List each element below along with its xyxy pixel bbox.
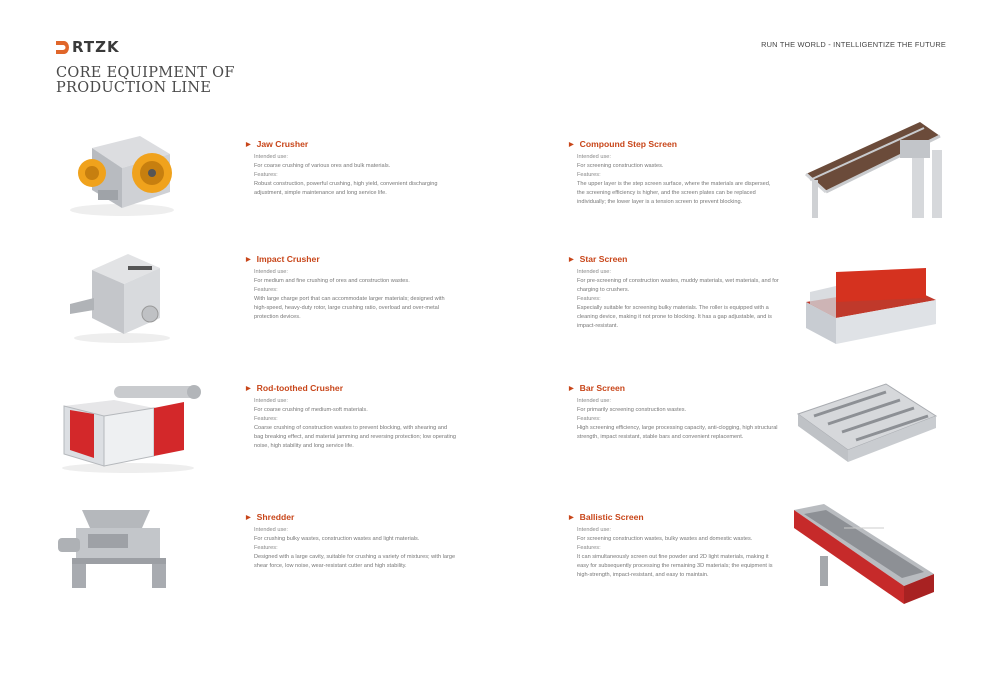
intended-use-text: For medium and fine crushing of ores and construction wastes. (254, 278, 410, 284)
item-ballistic-screen (569, 512, 779, 580)
features-label: Features: (254, 172, 278, 178)
features-text: Especially suitable for screening bulky materials. The roller is equipped with a cleaning device, making it not prone to blocking. It has a gap adjustable, and is impact-resistant. (577, 305, 772, 329)
triangle-bullet-icon: ▶ (246, 514, 251, 521)
triangle-bullet-icon: ▶ (246, 256, 251, 263)
item-star-screen (569, 254, 779, 331)
item-shredder (246, 512, 456, 571)
item-compound-step-screen (569, 139, 779, 207)
item-title: ▶ Ballistic Screen (569, 512, 644, 522)
triangle-bullet-icon: ▶ (569, 514, 574, 521)
features-label: Features: (254, 545, 278, 551)
intended-use-label: Intended use: (577, 154, 611, 160)
intended-use-text: For pre-screening of construction wastes, muddy materials, wet materials, and for charging to crushers. (577, 278, 779, 293)
intended-use-label: Intended use: (254, 269, 288, 275)
features-text: Coarse crushing of construction wastes to prevent blocking, with shearing and bag breaking effect, and material jamming and reversing protection; low operating noise, high stability and long service life. (254, 425, 457, 449)
brand-logo (56, 38, 120, 56)
item-title: ▶ Impact Crusher (246, 254, 320, 264)
features-label: Features: (577, 172, 601, 178)
jaw-crusher-image (62, 118, 180, 222)
triangle-bullet-icon: ▶ (569, 256, 574, 263)
rod-toothed-crusher-image (54, 378, 204, 478)
item-title: ▶ Compound Step Screen (569, 139, 678, 149)
intended-use-label: Intended use: (254, 527, 288, 533)
intended-use-text: For crushing bulky wastes, construction wastes and light materials. (254, 536, 420, 542)
shredder-image (54, 504, 184, 594)
item-title: ▶ Bar Screen (569, 383, 626, 393)
tagline: RUN THE WORLD - INTELLIGENTIZE THE FUTURE (761, 40, 946, 49)
page-title-line-2: PRODUCTION LINE (56, 80, 212, 96)
intended-use-label: Intended use: (254, 398, 288, 404)
intended-use-label: Intended use: (577, 527, 611, 533)
item-title: ▶ Rod-toothed Crusher (246, 383, 344, 393)
features-text: Robust construction, powerful crushing, high yield, convenient discharging adjustment, simple maintenance and long service life. (254, 181, 438, 196)
features-label: Features: (577, 545, 601, 551)
features-label: Features: (577, 296, 601, 302)
compound-step-screen-image (800, 114, 950, 224)
item-title: ▶ Jaw Crusher (246, 139, 309, 149)
intended-use-label: Intended use: (577, 398, 611, 404)
intended-use-text: For screening construction wastes. (577, 163, 664, 169)
intended-use-text: For screening construction wastes, bulky wastes and domestic wastes. (577, 536, 753, 542)
intended-use-text: For primarily screening construction wastes. (577, 407, 687, 413)
item-title: ▶ Star Screen (569, 254, 628, 264)
page-title-line-1: CORE EQUIPMENT OF (56, 65, 235, 81)
ballistic-screen-image (784, 498, 944, 614)
intended-use-text: For coarse crushing of medium-soft materials. (254, 407, 368, 413)
features-label: Features: (577, 416, 601, 422)
intended-use-label: Intended use: (254, 154, 288, 160)
impact-crusher-image (64, 248, 176, 348)
features-text: With large charge port that can accommodate larger materials; designed with high-speed, heavy-duty rotor, large crushing ratio, overload and over-metal protection devices. (254, 296, 445, 320)
item-jaw-crusher (246, 139, 456, 198)
triangle-bullet-icon: ▶ (246, 141, 251, 148)
triangle-bullet-icon: ▶ (246, 385, 251, 392)
features-label: Features: (254, 416, 278, 422)
intended-use-label: Intended use: (577, 269, 611, 275)
triangle-bullet-icon: ▶ (569, 141, 574, 148)
item-title: ▶ Shredder (246, 512, 295, 522)
features-text: It can simultaneously screen out fine powder and 2D light materials, making it easy for subsequently processing the remaining 3D materials; the equipment is high-strength, impact-resistant, and easy to maintain. (577, 554, 773, 578)
item-bar-screen (569, 383, 779, 442)
item-impact-crusher (246, 254, 456, 322)
page-title (56, 66, 235, 96)
brand-name: RTZK (72, 38, 120, 56)
star-screen-image (796, 262, 946, 356)
features-label: Features: (254, 287, 278, 293)
features-text: Designed with a large cavity, suitable for crushing a variety of mixtures; with large shear force, low noise, wear-resistant cutter and high stability. (254, 554, 456, 569)
triangle-bullet-icon: ▶ (569, 385, 574, 392)
intended-use-text: For coarse crushing of various ores and bulk materials. (254, 163, 391, 169)
bar-screen-image (790, 380, 948, 476)
features-text: The upper layer is the step screen surface, where the materials are dispersed, the screening efficiency is higher, and the screen plates can be replaced individually; the lower layer is a tension screen to prevent blocking. (577, 181, 771, 205)
features-text: High screening efficiency, large processing capacity, anti-clogging, high structural strength, impact resistant, stable bars and convenient replacement. (577, 425, 778, 440)
brand-mark-icon (56, 41, 70, 54)
item-rod-toothed-crusher (246, 383, 456, 451)
